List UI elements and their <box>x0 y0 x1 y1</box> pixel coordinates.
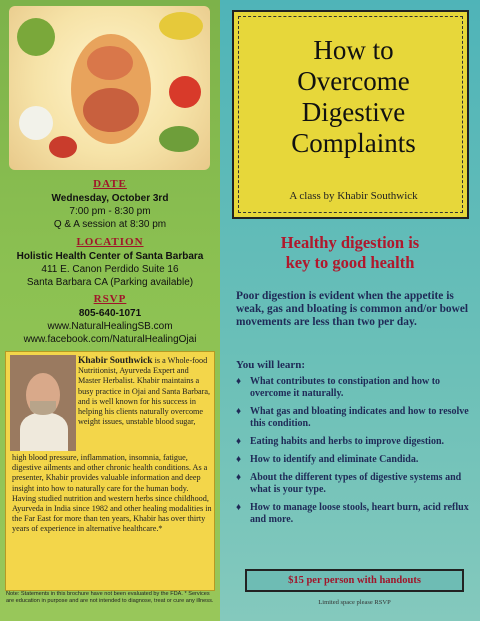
diamond-bullet-icon: ♦ <box>236 406 242 417</box>
list-item: ♦ About the different types of digestive systems and what is your type. <box>236 472 462 495</box>
website-link[interactable]: www.NaturalHealingSB.com <box>47 321 173 332</box>
bio-top-text: is a Whole-food Nutritionist, Ayurveda Expert and Master Herbalist. Khabir maintains a busy practice in Ojai and Santa Barbara, and is well known for his success in helping his clients naturally overcome weight issues, unstable blood sugar, <box>78 356 211 427</box>
intro-paragraph: Poor digestion is evident when the appetite is weak, gas and bloating is common and/or bowel movements are less than two per day. <box>236 290 469 328</box>
diamond-bullet-icon: ♦ <box>236 376 242 387</box>
fda-disclaimer: Note: Statements in this brochure have not been evaluated by the FDA. * Services are education in purpose and are not intended to diagnose, treat or cure any illness. <box>6 591 214 604</box>
bio-intro <box>78 356 211 427</box>
price-box: $15 per person with handouts <box>245 569 464 592</box>
presenter-photo <box>10 355 76 451</box>
byline: A class by Khabir Southwick <box>289 190 418 202</box>
learn-heading: You will learn: <box>236 359 306 371</box>
list-item: ♦ What gas and bloating indicates and how to resolve this condition. <box>236 406 469 429</box>
class-title <box>239 35 468 159</box>
venue-name: Holistic Health Center of Santa Barbara <box>16 251 204 262</box>
title-border <box>238 16 463 213</box>
address-line-2: Santa Barbara CA (Parking available) <box>26 277 194 288</box>
title-line-3: Digestive <box>301 97 406 127</box>
list-item: ♦ How to identify and eliminate Candida. <box>236 454 419 465</box>
diamond-bullet-icon: ♦ <box>236 436 242 447</box>
bio-box <box>5 351 215 591</box>
bio-continued: high blood pressure, inflammation, insomnia, fatigue, digestive ailments and other chronic health conditions. As a presenter, Khabir provides valuable information and deep insight into how to naturally care for the human body. Having studied nutrition and western herbs since childhood, Ayurveda in India since 1982 and other healing modalities in the Far East for more than ten years, Khabir has over thirty years of experience in alternative healthcare.* <box>12 453 212 534</box>
title-line-1: How to <box>313 35 394 65</box>
title-box <box>232 10 469 219</box>
tagline-line-2: key to good health <box>285 253 415 272</box>
phone-number: 805-640-1071 <box>78 308 142 319</box>
time-line: 7:00 pm - 8:30 pm <box>69 206 151 217</box>
qa-line: Q & A session at 8:30 pm <box>53 219 167 230</box>
location-heading: LOCATION <box>76 236 144 248</box>
list-item: ♦ Eating habits and herbs to improve digestion. <box>236 436 445 447</box>
list-item: ♦ How to manage loose stools, heart burn, acid reflux and more. <box>236 502 469 525</box>
presenter-name: Khabir Southwick <box>78 356 153 366</box>
facebook-link[interactable]: www.facebook.com/NaturalHealingOjai <box>23 334 197 345</box>
list-item: ♦ What contributes to constipation and how to overcome it naturally. <box>236 376 441 399</box>
diamond-bullet-icon: ♦ <box>236 502 242 513</box>
rsvp-heading: RSVP <box>93 293 127 305</box>
date-line: Wednesday, October 3rd <box>51 193 169 204</box>
tagline <box>230 233 470 273</box>
left-panel <box>0 0 220 621</box>
diamond-bullet-icon: ♦ <box>236 454 242 465</box>
address-line-1: 411 E. Canon Perdido Suite 16 <box>41 264 179 275</box>
date-heading: DATE <box>93 178 127 190</box>
title-line-4: Complaints <box>291 128 416 158</box>
diamond-bullet-icon: ♦ <box>236 472 242 483</box>
title-line-2: Overcome <box>297 66 410 96</box>
digestive-system-illustration <box>9 6 210 170</box>
tagline-line-1: Healthy digestion is <box>280 233 420 252</box>
learning-list <box>236 376 474 532</box>
limited-space-note: Limited space please RSVP <box>318 599 391 606</box>
